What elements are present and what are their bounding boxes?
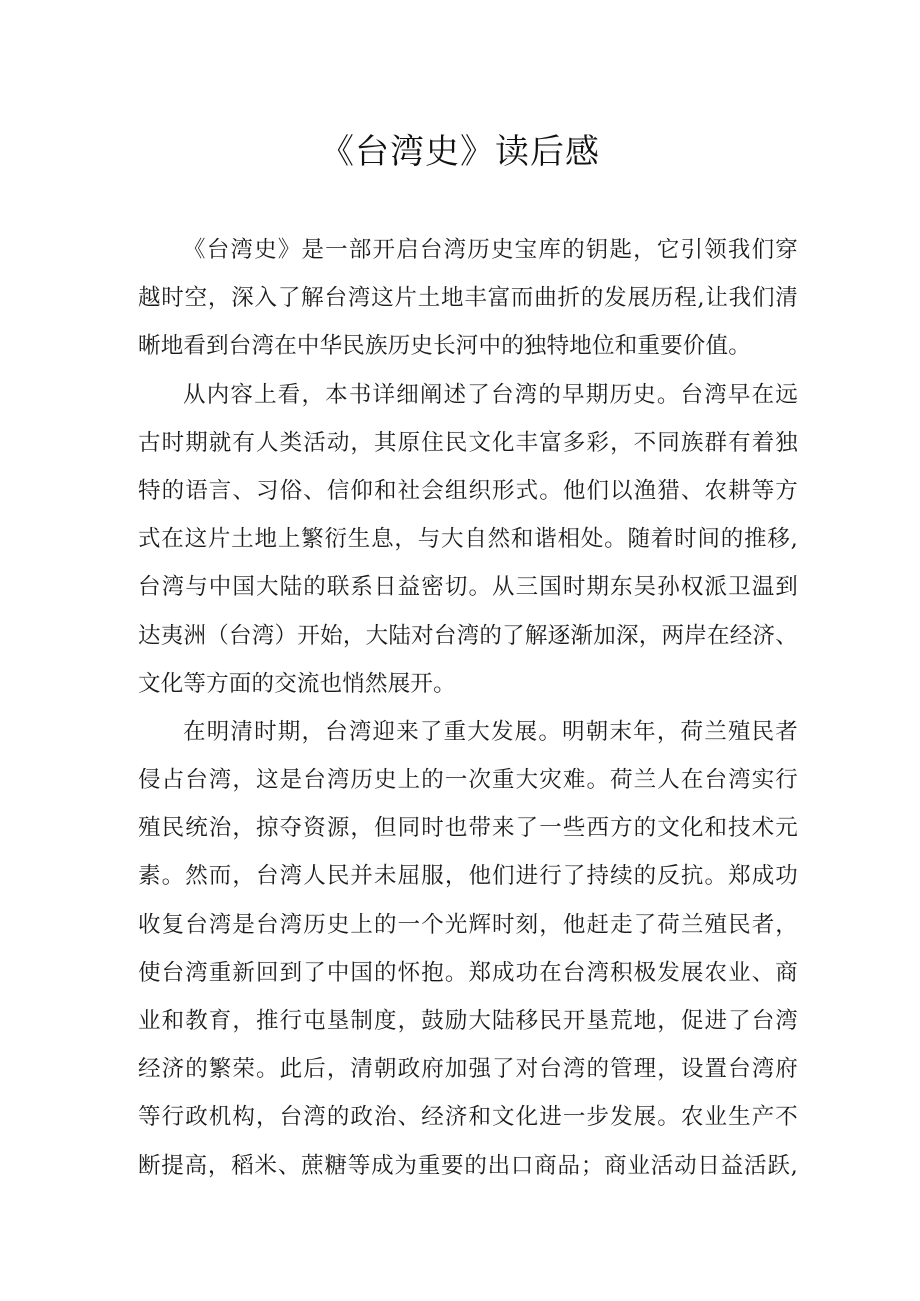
- text-line: 经济的繁荣。此后，清朝政府加强了对台湾的管理，设置台湾府: [138, 1056, 798, 1083]
- text-line: 素。然而，台湾人民并未屈服，他们进行了持续的反抗。郑成功: [138, 863, 798, 890]
- document-body: [138, 226, 798, 1190]
- text-line: 古时期就有人类活动，其原住民文化丰富多彩，不同族群有着独: [138, 429, 798, 456]
- text-line: 侵占台湾，这是台湾历史上的一次重大灾难。荷兰人在台湾实行: [138, 767, 798, 794]
- document-title: 《台湾史》读后感: [320, 132, 600, 172]
- text-line: 殖民统治，掠夺资源，但同时也带来了一些西方的文化和技术元: [138, 815, 798, 842]
- text-line: 在明清时期，台湾迎来了重大发展。明朝末年，荷兰殖民者: [183, 718, 798, 745]
- text-line: 收复台湾是台湾历史上的一个光辉时刻，他赶走了荷兰殖民者，: [138, 911, 798, 938]
- paragraph-2: [138, 371, 798, 708]
- text-line: 等行政机构，台湾的政治、经济和文化进一步发展。农业生产不: [138, 1104, 798, 1131]
- paragraph-3: [138, 708, 798, 1190]
- text-line: 达夷洲（台湾）开始，大陆对台湾的了解逐渐加深，两岸在经济、: [138, 622, 798, 649]
- text-line: 台湾与中国大陆的联系日益密切。从三国时期东吴孙权派卫温到: [138, 574, 798, 601]
- text-line: 从内容上看，本书详细阐述了台湾的早期历史。台湾早在远: [183, 381, 798, 408]
- text-line: 晰地看到台湾在中华民族历史长河中的独特地位和重要价值。: [138, 333, 751, 360]
- text-line: 断提高，稻米、蔗糖等成为重要的出口商品；商业活动日益活跃,: [138, 1152, 798, 1179]
- text-line: 特的语言、习俗、信仰和社会组织形式。他们以渔猎、农耕等方: [138, 477, 798, 504]
- text-line: 文化等方面的交流也悄然展开。: [138, 670, 456, 697]
- text-line: 式在这片土地上繁衍生息，与大自然和谐相处。随着时间的推移,: [138, 526, 798, 553]
- paragraph-1: [138, 226, 798, 371]
- text-line: 越时空，深入了解台湾这片土地丰富而曲折的发展历程,让我们清: [138, 285, 798, 312]
- text-line: 《台湾史》是一部开启台湾历史宝库的钥匙，它引领我们穿: [183, 237, 798, 263]
- text-line: 业和教育，推行屯垦制度，鼓励大陆移民开垦荒地，促进了台湾: [138, 1008, 798, 1034]
- text-line: 使台湾重新回到了中国的怀抱。郑成功在台湾积极发展农业、商: [138, 959, 798, 986]
